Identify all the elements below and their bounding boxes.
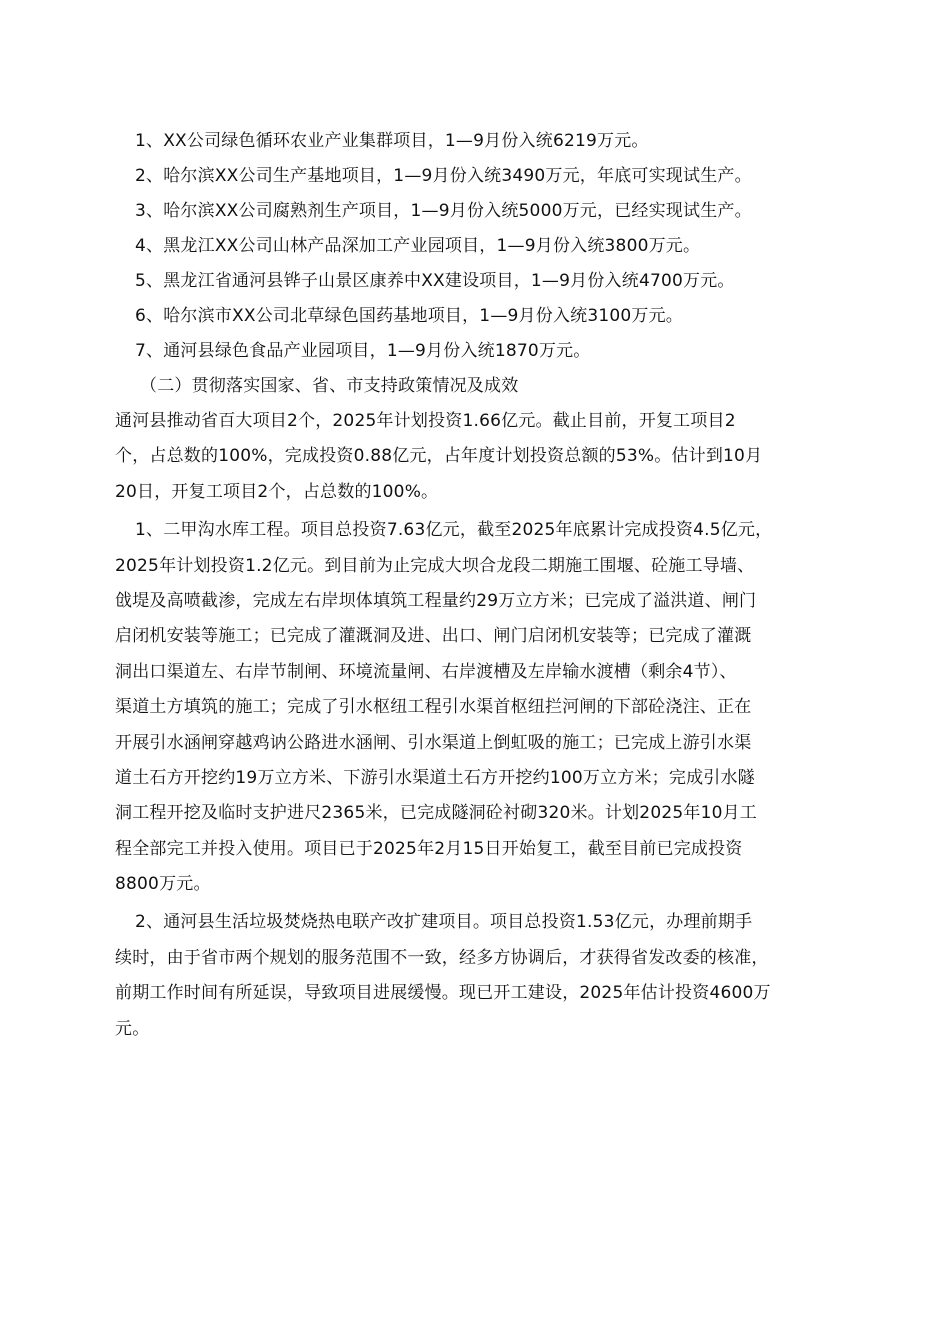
list-item: 5、黑龙江省通河县铧子山景区康养中XX建设项目，1—9月份入统4700万元。: [135, 271, 735, 291]
paragraph-line: 开展引水涵闸穿越鸡讷公路进水涵闸、引水渠道上倒虹吸的施工；已完成上游引水渠: [115, 732, 752, 753]
list-item: 2、哈尔滨XX公司生产基地项目，1—9月份入统3490万元，年底可实现试生产。: [135, 166, 752, 186]
paragraph-line: 个，占总数的100%，完成投资0.88亿元，占年度计划投资总额的53%。估计到10月: [115, 446, 763, 467]
summary-paragraph: [115, 405, 842, 511]
section-heading: （二）贯彻落实国家、省、市支持政策情况及成效: [140, 376, 519, 396]
paragraph-line: 道土石方开挖约19万立方米、下游引水渠道土石方开挖约100万立方米；完成引水隧: [115, 767, 755, 788]
paragraph-line: 启闭机安装等施工；已完成了灌溉洞及进、出口、闸门启闭机安装等；已完成了灌溉: [115, 626, 752, 647]
paragraph-line: 前期工作时间有所延误，导致项目进展缓慢。现已开工建设，2025年估计投资4600万: [115, 983, 771, 1004]
list-item: 3、哈尔滨XX公司腐熟剂生产项目，1—9月份入统5000万元，已经实现试生产。: [135, 201, 752, 221]
project-1-paragraph: [115, 514, 842, 903]
paragraph-line: 8800万元。: [115, 874, 211, 895]
paragraph-line: 2、通河县生活垃圾焚烧热电联产改扩建项目。项目总投资1.53亿元，办理前期手: [135, 912, 753, 933]
list-item: 4、黑龙江XX公司山林产品深加工产业园项目，1—9月份入统3800万元。: [135, 236, 701, 256]
paragraph-line: 洞出口渠道左、右岸节制闸、环境流量闸、右岸渡槽及左岸输水渡槽（剩余4节）、: [115, 661, 737, 682]
list-item: 1、XX公司绿色循环农业产业集群项目，1—9月份入统6219万元。: [135, 131, 649, 151]
paragraph-line: 戗堤及高喷截渗，完成左右岸坝体填筑工程量约29万立方米；已完成了溢洪道、闸门: [115, 590, 757, 611]
paragraph-line: 通河县推动省百大项目2个，2025年计划投资1.66亿元。截止目前，开复工项目2: [115, 411, 736, 431]
list-item: 7、通河县绿色食品产业园项目，1—9月份入统1870万元。: [135, 341, 591, 361]
project-list: [115, 125, 842, 370]
project-2-paragraph: [115, 906, 842, 1048]
paragraph-line: 渠道土方填筑的施工；完成了引水枢纽工程引水渠首枢纽拦河闸的下部砼浇注、正在: [115, 697, 752, 718]
paragraph-line: 20日，开复工项目2个，占总数的100%。: [115, 481, 439, 502]
paragraph-line: 1、二甲沟水库工程。项目总投资7.63亿元，截至2025年底累计完成投资4.5亿元，: [135, 520, 773, 541]
paragraph-line: 程全部完工并投入使用。项目已于2025年2月15日开始复工，截至目前已完成投资: [115, 838, 743, 859]
paragraph-line: 洞工程开挖及临时支护进尺2365米，已完成隧洞砼衬砌320米。计划2025年10月工: [115, 803, 758, 824]
paragraph-line: 2025年计划投资1.2亿元。到目前为止完成大坝合龙段二期施工围堰、砼施工导墙、: [115, 555, 755, 576]
list-item: 6、哈尔滨市XX公司北草绿色国药基地项目，1—9月份入统3100万元。: [135, 306, 684, 326]
paragraph-line: 续时，由于省市两个规划的服务范围不一致，经多方协调后，才获得省发改委的核准，: [115, 947, 769, 968]
paragraph-line: 元。: [115, 1018, 150, 1039]
